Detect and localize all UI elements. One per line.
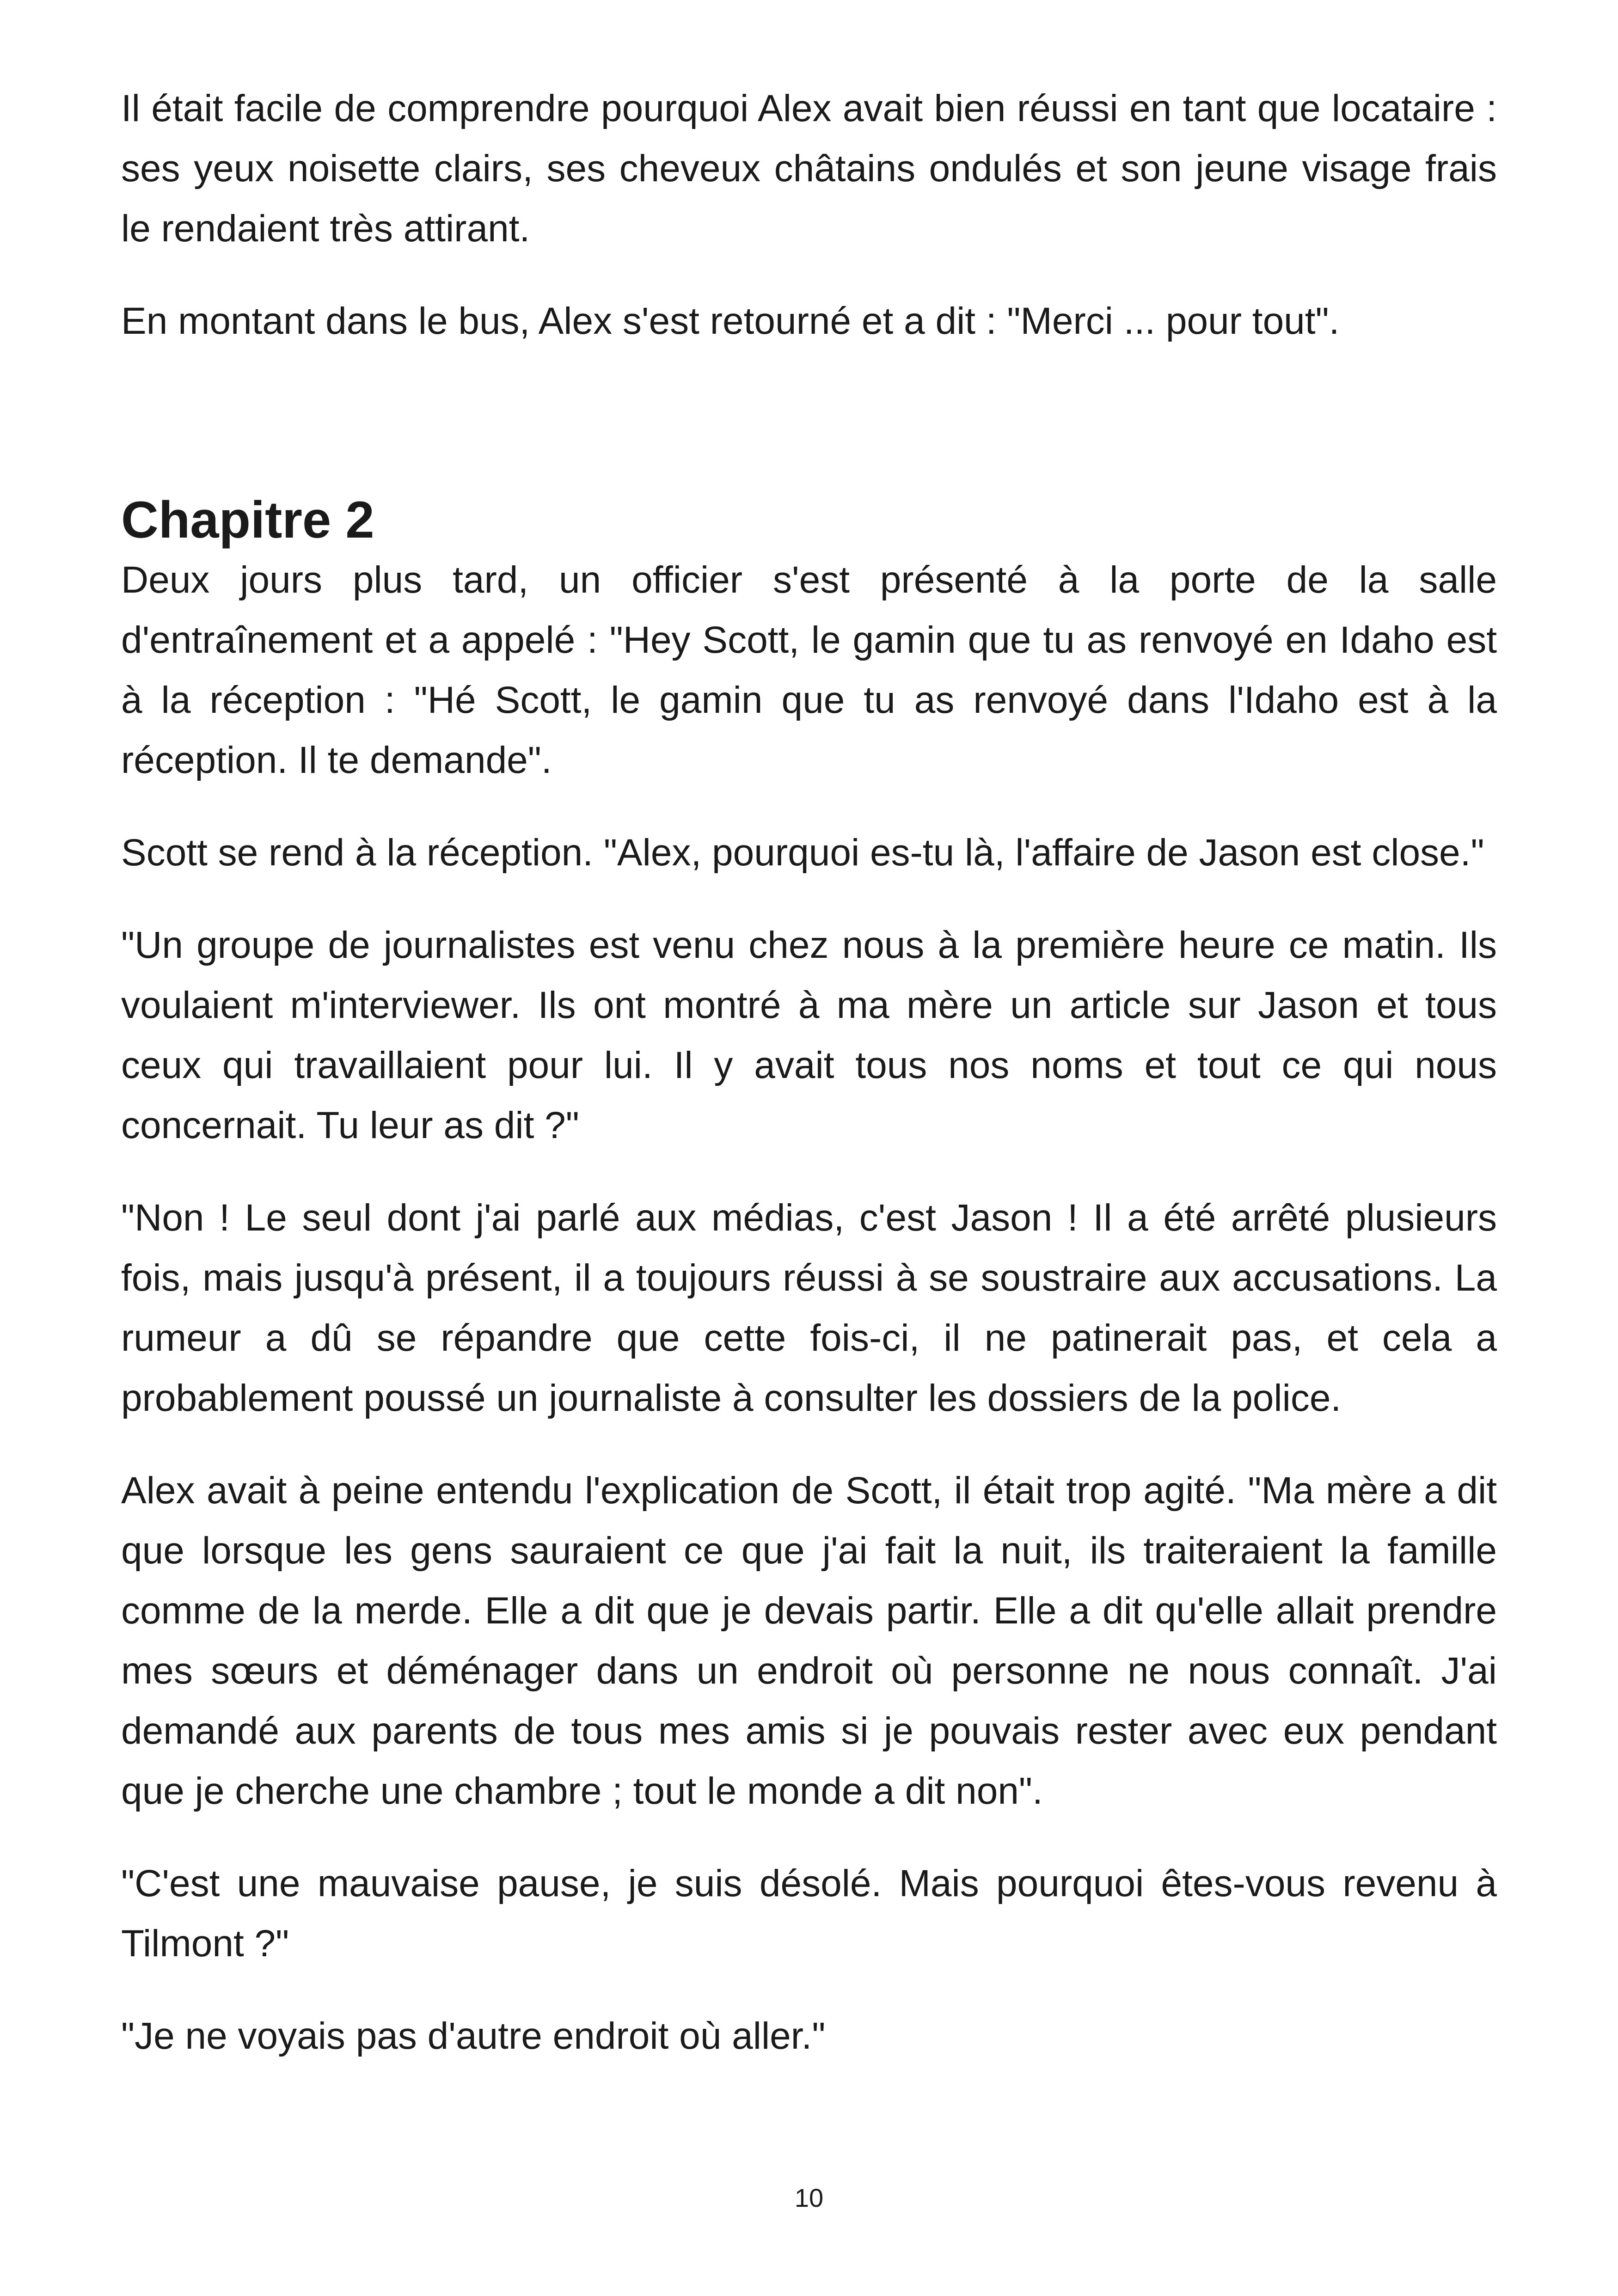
section-spacer: [121, 384, 1497, 490]
page-number: 10: [794, 2183, 824, 2212]
paragraph: En montant dans le bus, Alex s'est retourné et a dit : "Merci ... pour tout".: [121, 300, 1340, 342]
paragraph: Scott se rend à la réception. "Alex, pourquoi es-tu là, l'affaire de Jason est close.": [121, 832, 1484, 874]
paragraph: "Non ! Le seul dont j'ai parlé aux médias, c'est Jason ! Il a été arrêté plusieurs fois, mais jusqu'à présent, il a toujours réussi à se soustraire aux accusations. La rumeur a dû se répandre que cette fois-ci, il ne patinerait pas, et cela a probablement poussé un journaliste à consulter les dossiers de la police.: [121, 1197, 1497, 1419]
chapter-title: Chapitre 2: [121, 491, 374, 549]
paragraph: Alex avait à peine entendu l'explication de Scott, il était trop agité. "Ma mère a dit que lorsque les gens sauraient ce que j'ai fait la nuit, ils traiteraient la famille comme de la merde. Elle a dit que je devais partir. Elle a dit qu'elle allait prendre mes sœurs et déménager dans un endroit où personne ne nous connaît. J'ai demandé aux parents de tous mes amis si je pouvais rester avec eux pendant que je cherche une chambre ; tout le monde a dit non".: [121, 1469, 1497, 1812]
paragraph: Deux jours plus tard, un officier s'est présenté à la porte de la salle d'entraînement et a appelé : "Hey Scott, le gamin que tu as renvoyé en Idaho est à la réception : "Hé Scott, le gamin que tu as renvoyé dans l'Idaho est à la réception. Il te demande".: [121, 559, 1497, 781]
paragraph: "Un groupe de journalistes est venu chez nous à la première heure ce matin. Ils voulaient m'interviewer. Ils ont montré à ma mère un article sur Jason et tous ceux qui travaillaient pour lui. Il y avait tous nos noms et tout ce qui nous concernait. Tu leur as dit ?": [121, 924, 1497, 1146]
paragraph: "Je ne voyais pas d'autre endroit où aller.": [121, 2015, 826, 2057]
paragraph: Il était facile de comprendre pourquoi Alex avait bien réussi en tant que locataire : ses yeux noisette clairs, ses cheveux châtains ondulés et son jeune visage frais le rendaient très attirant.: [121, 87, 1497, 250]
document-page: [121, 79, 1497, 2099]
paragraph: "C'est une mauvaise pause, je suis désolé. Mais pourquoi êtes-vous revenu à Tilmont ?": [121, 1862, 1497, 1965]
